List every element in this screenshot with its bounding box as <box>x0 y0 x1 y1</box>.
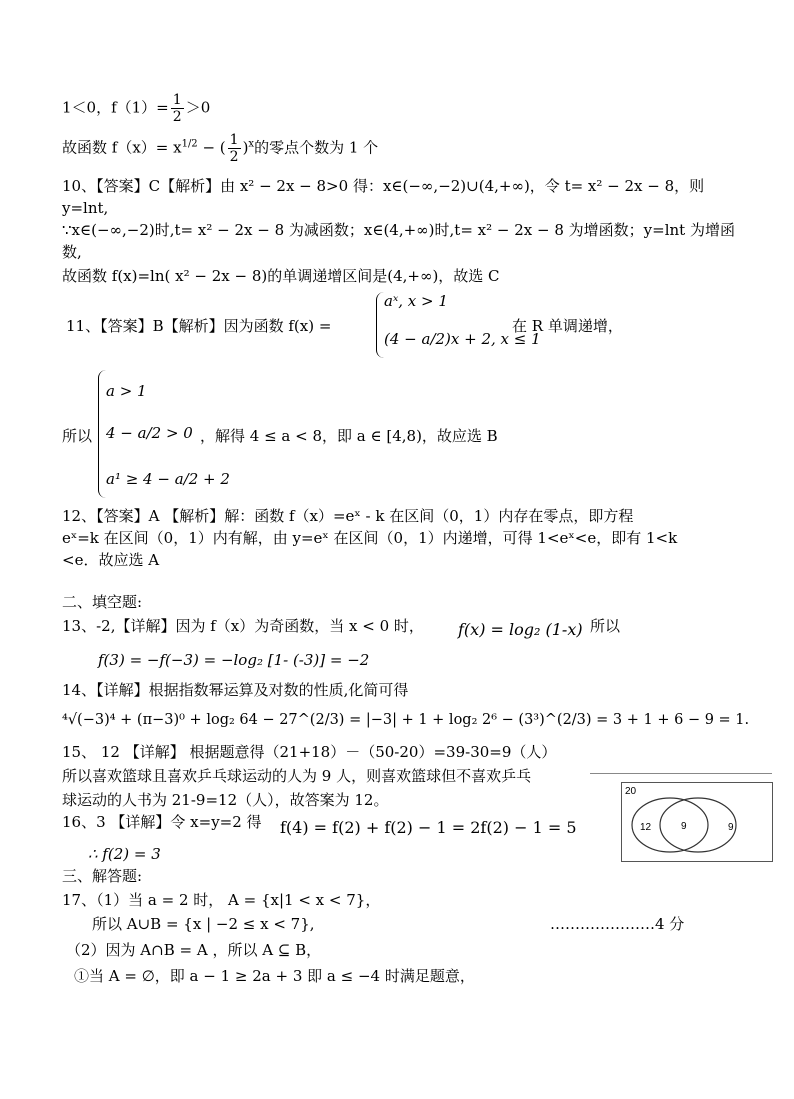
q17-line-1: 17、（1）当 a = 2 时， A = {x|1 < x < 7}， <box>62 891 381 909</box>
q16-line-2: ∴ f(2) = 3 <box>88 845 161 863</box>
fraction-half-2 <box>228 132 241 165</box>
fraction-denominator: 2 <box>229 149 239 165</box>
section-3-heading: 三、解答题: <box>62 867 143 885</box>
q13-function: f(x) = log₂ (1-x) <box>458 620 583 639</box>
exponent-half: 1/2 <box>181 138 198 150</box>
line-2-minus: − ( <box>197 138 226 157</box>
q12-line-1: 12、【答案】A 【解析】解：函数 f（x）=eˣ - k 在区间（0，1）内存在零点，即方程 <box>62 507 634 525</box>
q11-cond-2: 4 − a/2 > 0 <box>106 424 193 442</box>
q15-line-3: 球运动的人书为 21-9=12（人），故答案为 12。 <box>62 791 389 809</box>
q10-line-5: 故函数 f(x)=ln( x² − 2x − 8)的单调递增区间是(4,+∞)，故选 C <box>62 267 500 285</box>
venn-total: 20 <box>625 786 637 797</box>
q10-line-4: 数, <box>62 243 82 261</box>
line-1-text: 1＜0，f（1）= <box>62 98 169 117</box>
venn-right-count: 9 <box>728 822 734 833</box>
line-2-tail: 的零点个数为 1 个 <box>254 138 379 157</box>
line-1 <box>62 92 210 125</box>
venn-both-count: 9 <box>681 821 687 832</box>
venn-svg <box>622 783 772 861</box>
venn-left-count: 12 <box>640 822 652 833</box>
q10-line-1: 10、【答案】C【解析】由 x² − 2x − 8>0 得：x∈(−∞,−2)∪(4,+∞)，令 t= x² − 2x − 8，则 <box>62 177 705 195</box>
q13-line-1: 13、-2,【详解】因为 f（x）为奇函数，当 x < 0 时， <box>62 617 424 635</box>
fraction-numerator: 1 <box>229 132 239 148</box>
exponent-x: x <box>248 138 255 150</box>
q14-line-2: ⁴√(−3)⁴ + (π−3)⁰ + log₂ 64 − 27^(2/3) = |−3| + 1 + log₂ 2⁶ − (3³)^(2/3) = 3 + 1 + 6 − 9 = 1. <box>62 712 750 728</box>
line-2: 故函数 $f(x)= x^{1/2}$ − ( $\frac{1}{2}$ )$^x$的零点个数为 1 个 <box>62 132 379 165</box>
q11-case-1: aˣ, x > 1 <box>384 292 448 310</box>
q12-line-2: eˣ=k 在区间（0，1）内有解，由 y=eˣ 在区间（0，1）内递增，可得 1<eˣ<e，即有 1<k <box>62 529 678 547</box>
q15-line-1: 15、 12 【详解】 根据题意得（21+18）－（50-20）=39-30=9（人） <box>62 743 557 761</box>
q11-cond-1: a > 1 <box>106 382 147 400</box>
q17-score: …………………4 分 <box>550 915 685 933</box>
fraction-numerator: 1 <box>172 92 182 108</box>
q17-line-4: ①当 A = ∅，即 a − 1 ≥ 2a + 3 即 a ≤ −4 时满足题意， <box>74 967 475 985</box>
q11-cond-3: a¹ ≥ 4 − a/2 + 2 <box>106 470 230 488</box>
venn-diagram <box>621 782 773 862</box>
q11-so: 所以 <box>62 427 93 445</box>
line-1-tail: ＞0 <box>185 98 211 117</box>
q14-line-1: 14、【详解】根据指数幂运算及对数的性质,化简可得 <box>62 681 409 699</box>
section-2-heading: 二、填空题: <box>62 593 143 611</box>
q11-line-1: 11、【答案】B【解析】因为函数 f(x) = <box>66 317 332 335</box>
fraction-denominator: 2 <box>172 109 182 125</box>
line-2-text: 故函数 f（x）= x <box>62 138 182 157</box>
q11-case-2: (4 − a/2)x + 2, x ≤ 1 <box>384 330 541 348</box>
q10-line-3: ∵x∈(−∞,−2)时,t= x² − 2x − 8 为减函数；x∈(4,+∞)时,t= x² − 2x − 8 为增函数；y=lnt 为增函 <box>62 221 735 239</box>
q15-line-2: 所以喜欢篮球且喜欢乒乓球运动的人为 9 人，则喜欢篮球但不喜欢乒乓 <box>62 767 532 785</box>
q16-equation: f(4) = f(2) + f(2) − 1 = 2f(2) − 1 = 5 <box>280 818 577 837</box>
q12-line-3: <e．故应选 A <box>62 551 160 569</box>
venn-top-rule <box>590 773 772 774</box>
q11-result: ，解得 4 ≤ a < 8，即 a ∈ [4,8)，故应选 B <box>200 427 498 445</box>
q11-line-1-tail: 在 R 单调递增， <box>512 317 623 335</box>
q13-line-2: f(3) = −f(−3) = −log₂ [1- (-3)] = −2 <box>98 651 370 669</box>
fraction-half <box>171 92 184 125</box>
q16-line-1: 16、3 【详解】令 x=y=2 得 <box>62 813 262 831</box>
q10-line-2: y=lnt, <box>62 199 109 217</box>
q17-line-3: （2）因为 A∩B = A ，所以 A ⊆ B， <box>66 941 322 959</box>
q13-so: 所以 <box>590 617 621 635</box>
q17-line-2: 所以 A∪B = {x | −2 ≤ x < 7}, <box>92 915 315 933</box>
